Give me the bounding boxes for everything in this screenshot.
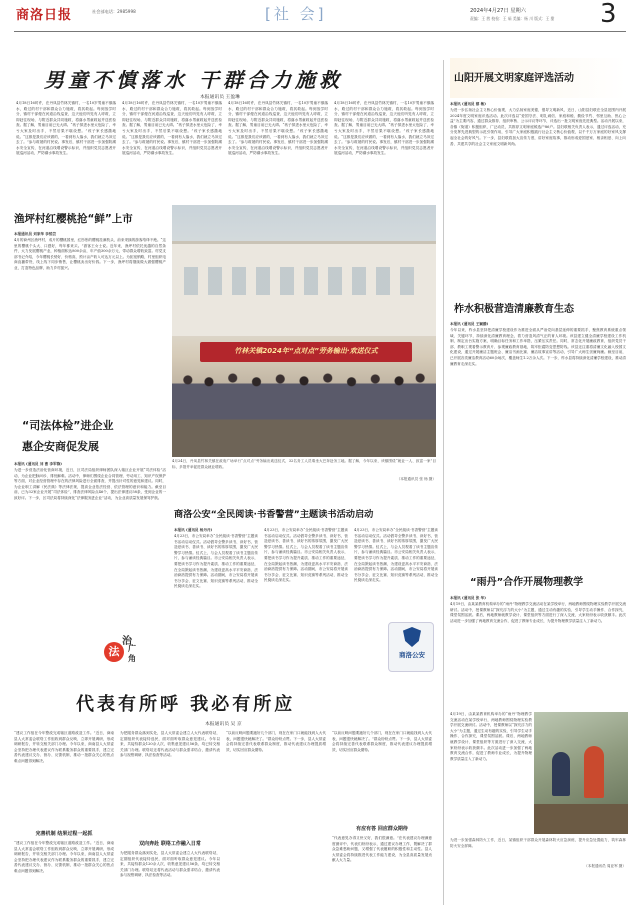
- issue-date: 2024年4月27日 星期六: [470, 8, 526, 14]
- bottom-body: “建议工作组在今年整改完成辖区道路改造工作。”近日，商南县人大常委会联络工作组收到群众反映，立即开展调研，形成调研报告，并转交相关部门办理。今年以来，商南县人大常委会坚持把办理代表建议作为联系服务群众的重要抓手，建立完善代表建议交办、督办、反馈机制，推动一批群众关心的热点难点问题得到解决。: [14, 731, 114, 763]
- section-bracket-left: [: [265, 5, 274, 23]
- labor-export-photo: [172, 205, 436, 457]
- lead-col: 4月18日16时许，在丹凤县竹林关镇村，一名10岁男童不慎落水，路过的村干部和群众合力施救，将其救起。每到放学时分，镇村干部便在河道沿线巡查，这天他们听见有人呼救，立即赶往现场，与附近群众共同施救，将落水男童救起并送医检查。据了解，男童目前已无大碍。“孩子掉进水里太危险了，幸亏大家及时出手，不然后果不堪设想。”孩子家长感激地说。“这都是我们应该做的，一看到有人落水，我们就立马冲过去了。”参与救援的村民说。事发后，镇村干部进一步加强防溺水安全宣传，在河道沿线增设警示标识，并组织党员志愿者开展巡河活动，严防溺水事故发生。: [228, 101, 328, 156]
- drill-photo-figure: [584, 746, 604, 798]
- drill-photo-figure: [552, 752, 570, 796]
- bottom-col: [120, 731, 220, 903]
- yudan-byline: 本报讯 (通讯员 张 华): [450, 596, 486, 600]
- shanyang-body: 为进一步弘扬社会主义核心价值观，大力弘扬家庭美德，倡导文明新风，近日，山阳县妇联在全县范围内开展2024年度文明家庭评选活动。此次评选以“爱国守法、明礼诚信、家庭和睦、勤俭节约、邻里互助、热心公益”为主要内容，通过群众推荐、组织审核、公示评议等环节，评选出一批文明家庭先进典型。活动开展以来，各镇（街道）积极组织、广泛动员，共推荐文明家庭候选户86户。县妇联相关负责人表示，通过评选活动，充分发挥先进典型的示范引领作用，引导广大家庭积极践行社会主义核心价值观，以千千万万家庭的好家风支撑起全社会的好风气。下一步，县妇联将加大宣传力度，讲好家庭故事，推动形成爱国爱家、相亲相爱、向上向善、共建共享的社会主义家庭文明新风尚。: [450, 108, 626, 146]
- fazhi-badge-char-guang: 广角: [128, 644, 136, 663]
- bottom-body: “建议工作组在今年整改完成辖区道路改造工作。”近日，商南县人大常委会联络工作组收到群众反映，立即开展调研，形成调研报告，并转交相关部门办理。今年以来，商南县人大常委会坚持把办理代表建议作为联系服务群众的重要抓手，建立完善代表建议交办、督办、反馈机制，推动一批群众关心的热点难点问题得到解决。: [14, 841, 114, 873]
- photo-banner: 竹林关镇2024年“点对点”劳务输出·欢送仪式: [234, 347, 378, 355]
- zhashui-byline: 本报讯 (通讯员 王颖静): [450, 322, 489, 326]
- judicial-headline-a: “司法体检”进企业: [22, 419, 114, 432]
- yuping-body: 4月的商州区渔坪村，成片的樱桃园里，红彤彤的樱桃挂满枝头，前来采摘的游客络绎不绝。“这里的樱桃个头大、口感好，每年都来买。”游客王女士说。近年来，渔坪村依托优越的自然条件，大力发展樱桃产业，种植面积达800余亩，年产值300余万元，带动群众增收致富。村党支部书记介绍，今年樱桃长势好、价格高，预计亩产收入可达万元以上。为拓宽销路，村里组织电商直播带货，线上线下同步销售，让樱桃卖出好价钱。下一步，渔坪村将继续做大做强樱桃产业，打造特色品牌，助力乡村振兴。: [14, 238, 166, 270]
- column-divider: [443, 60, 444, 905]
- editors-line: 责编：王 茜 校检：王 茹 美编：杨 川 版式：王 甜: [470, 16, 555, 21]
- police-body: 4月23日，市公安局举办“全民阅读·书香警营”主题读书活动启动仪式。活动倡导全警多读书、读好书，营造爱读书、善读书、读好书的浓厚氛围，激发广大民警学习热情。仪式上，与会人员观看了读书主题宣传片，参与诵读经典篇目。市公安局相关负责人表示，要把读书学习作为提升素质、推动工作的重要途径，在全局掀起读书热潮，为建设更高水平平安商洛、法治商洛提供有力保障。活动期间，市公安局将开展读书分享会、征文比赛、知识竞赛等系列活动，推动全民阅读走深走实。: [174, 534, 258, 589]
- page-number: 3: [600, 0, 617, 29]
- yuping-headline: 渔坪村红樱桃抢“鲜”上市: [14, 213, 133, 225]
- fazhi-badge: [104, 630, 152, 674]
- police-shield-icon: [403, 627, 421, 647]
- bottom-sub3: 有应有答 回应群众期待: [356, 826, 408, 832]
- fazhi-badge-char-fa: 法: [104, 642, 124, 662]
- judicial-body: 为进一步营造法治化营商环境，近日，区司法局组织律师团队深入辖区企业开展“司法体检”活动，为企业把脉问诊、排忧解难。活动中，律师们围绕企业合同管理、劳动用工、知识产权保护等方面，对企业经营管理中存在的法律风险进行全面排查，并提出针对性的意见和建议。同时，为企业职工讲解《民法典》等法律法规，提高企业依法经营、依法管理的意识和能力。截至目前，已为32家企业开展“司法体检”，排查法律风险点46个，提出法律建议58条，受到企业的一致好评。下一步，区司法局将持续深化“法律服务进企业”活动，为企业高质量发展保驾护航。: [14, 468, 166, 500]
- police-badge-label: 商洛公安: [399, 651, 425, 659]
- yudan-headline: “雨丹”合作开展物理教学: [470, 577, 584, 588]
- bottom-story: [14, 731, 436, 903]
- drill-caption-box: [450, 838, 626, 904]
- yuping-byline: 本报通讯员 刘家华 李悄芸: [14, 232, 57, 236]
- lead-body: [16, 101, 438, 156]
- drill-credit: （本报通讯员 周亚军 摄）: [584, 864, 626, 868]
- drill-photo: [534, 712, 628, 834]
- bottom-col: [332, 731, 432, 903]
- police-col: [174, 528, 258, 678]
- shanyang-story: [450, 102, 626, 294]
- bottom-headline: 代表有所呼 我必有所应: [76, 694, 296, 715]
- judicial-byline: 本报讯 (通讯员 刘 曹 李军锋): [14, 462, 62, 466]
- photo-caption: 4月24日，丹凤县竹林关镇在政府广场举行“点对点”劳务输出欢送仪式，32名务工人员乘坐大巴奔赴务工地。据了解，今年以来，该镇围绕“就业一人、致富一家”目标，多措并举促进群众就业增收。: [172, 459, 436, 469]
- zhashui-headline: 柞水积极营造清廉教育生态: [454, 304, 574, 315]
- lead-col: 4月18日16时许，在丹凤县竹林关镇村，一名10岁男童不慎落水，路过的村干部和群众合力施救，将其救起。每到放学时分，镇村干部便在河道沿线巡查，这天他们听见有人呼救，立即赶往现场，与附近群众共同施救，将落水男童救起并送医检查。据了解，男童目前已无大碍。“孩子掉进水里太危险了，幸亏大家及时出手，不然后果不堪设想。”孩子家长感激地说。“这都是我们应该做的，一看到有人落水，我们就立马冲过去了。”参与救援的村民说。事发后，镇村干部进一步加强防溺水安全宣传，在河道沿线增设警示标识，并组织党员志愿者开展巡河活动，严防溺水事故发生。: [334, 101, 434, 156]
- lead-col: 4月18日16时许，在丹凤县竹林关镇村，一名10岁男童不慎落水，路过的村干部和群众合力施救，将其救起。每到放学时分，镇村干部便在河道沿线巡查，这天他们听见有人呼救，立即赶往现场，与附近群众共同施救，将落水男童救起并送医检查。据了解，男童目前已无大碍。“孩子掉进水里太危险了，幸亏大家及时出手，不然后果不堪设想。”孩子家长感激地说。“这都是我们应该做的，一看到有人落水，我们就立马冲过去了。”参与救援的村民说。事发后，镇村干部进一步加强防溺水安全宣传，在河道沿线增设警示标识，并组织党员志愿者开展巡河活动，严防溺水事故发生。: [16, 101, 116, 156]
- bottom-body: 为把服务群众落到实处，县人大常委会建立人大代表联络站，定期组织代表接待选民，面对面听取群众意见建议。今年以来，共接待群众120余人次，收集意见建议56条，均已转交相关部门办理。联络站还将代表活动与群众需求结合，邀请代表参与视察调研、执法检查等活动。: [120, 851, 220, 878]
- drill-caption: 为进一步加强森林防火工作，近日，某镇组织干部群众开展森林防火应急演练，提升应急处置能力，筑牢森林防火安全屏障。: [450, 838, 626, 848]
- masthead-rule: [14, 31, 626, 32]
- yudan-body: 4月19日，由某某教育机构举办的“雨丹”物理教学交流活动在某学校举行，两地教师围绕物理实验教学开展交流研讨。活动中，授课教师以“探究浮力的大小”为主题，通过生动有趣的实验，引导学生动手操作、合作探究，课堂氛围活跃。课后，两地教师就教学设计、课堂组织等方面进行了深入交流，大家纷纷表示收获颇丰。此次活动进一步加强了两地教育交流合作，促进了教师专业成长，为提升物理教学质量注入了新动力。: [450, 602, 626, 623]
- bottom-body: “以前反映问题要跑好几个部门，现在在家门口就能找到人大代表，问题很快就解决了。”群众纷纷点赞。下一步，县人大常委会将持续完善代表联系群众制度，推动代表建议办理提质增效，切实回应群众期待。: [332, 731, 432, 752]
- masthead: [0, 0, 638, 42]
- yudan-story: [450, 596, 626, 706]
- section-bracket-right: ]: [317, 5, 327, 23]
- right-bottom-body: 4月19日，由某某教育机构举办的“雨丹”物理教学交流活动在某学校举行，两地教师围绕物理实验教学开展交流研讨。活动中，授课教师以“探究浮力的大小”为主题，通过生动有趣的实验，引导学生动手操作、合作探究，课堂氛围活跃。课后，两地教师就教学设计、课堂组织等方面进行了深入交流，大家纷纷表示收获颇丰。此次活动进一步加强了两地教育交流合作，促进了教师专业成长，为提升物理教学质量注入了新动力。: [450, 712, 532, 761]
- shanyang-headline: 山阳开展文明家庭评选活动: [454, 73, 574, 84]
- lead-headline: 男童不慎落水 干群合力施救: [44, 68, 343, 92]
- police-body: 4月23日，市公安局举办“全民阅读·书香警营”主题读书活动启动仪式。活动倡导全警多读书、读好书，营造爱读书、善读书、读好书的浓厚氛围，激发广大民警学习热情。仪式上，与会人员观看了读书主题宣传片，参与诵读经典篇目。市公安局相关负责人表示，要把读书学习作为提升素质、推动工作的重要途径，在全局掀起读书热潮，为建设更高水平平安商洛、法治商洛提供有力保障。活动期间，市公安局将开展读书分享会、征文比赛、知识竞赛等系列活动，推动全民阅读走深走实。: [354, 528, 438, 583]
- bottom-sub2: 双向奔赴 联络工作融入日常: [139, 841, 201, 847]
- shanyang-byline: 本报讯 (通讯员 蔡 敏): [450, 102, 486, 106]
- photo-caption-box: [172, 459, 436, 489]
- zhashui-story: [450, 322, 626, 538]
- police-badge: [388, 622, 434, 672]
- drill-photo-ground: [534, 804, 628, 834]
- photo-building-windows: [184, 267, 424, 295]
- fazhi-badge-char-zhi: 治: [122, 636, 132, 647]
- police-reading-headline: 商洛公安“全民阅读·书香警营”主题读书活动启动: [174, 509, 374, 520]
- section-name: [265, 3, 327, 24]
- photo-credit: （本报通讯员 张 杨 摄）: [396, 477, 436, 481]
- zhashui-body: 今年以来，柞水县坚持把清廉学校建设作为推进全面从严治党向基层延伸的重要抓手，聚焦教育系统重点领域、关键环节，持续深化清廉教育理念，着力营造风清气正的育人环境。该县建立健全清廉学校建设工作机制，制定出台实施方案，明确目标任务和工作举措，压紧压实责任。同时，常态化开展廉政教育，组织党员干部、教职工观看警示教育片、参观廉政教育基地，筑牢拒腐防变思想防线。该县还注重将清廉文化融入校园文化建设，通过开展廉洁主题班会、廉洁书画比赛、廉洁故事宣讲等活动，引导广大师生崇廉尚廉。截至目前，已开展各类廉洁教育活动60余场次，覆盖师生1.2万余人次。下一步，柞水县将持续深化清廉学校建设，推动清廉教育走深走实。: [450, 328, 626, 366]
- photo-crowd: [172, 363, 436, 457]
- right-bottom-text: [450, 712, 532, 832]
- police-body: 4月23日，市公安局举办“全民阅读·书香警营”主题读书活动启动仪式。活动倡导全警多读书、读好书，营造爱读书、善读书、读好书的浓厚氛围，激发广大民警学习热情。仪式上，与会人员观看了读书主题宣传片，参与诵读经典篇目。市公安局相关负责人表示，要把读书学习作为提升素质、推动工作的重要途径，在全局掀起读书热潮，为建设更高水平平安商洛、法治商洛提供有力保障。活动期间，市公安局将开展读书分享会、征文比赛、知识竞赛等系列活动，推动全民阅读走深走实。: [264, 528, 348, 583]
- bottom-col: [14, 731, 114, 903]
- section-label: 社 会: [273, 5, 318, 23]
- police-byline: 本报讯 (通讯员 杨丹丹): [174, 528, 213, 532]
- newspaper-logo: 商洛日报: [16, 8, 73, 23]
- judicial-headline-b: 惠企安商促发展: [22, 440, 99, 453]
- masthead-sub: 社会部电话：2985998: [92, 9, 136, 14]
- bottom-body: 为把服务群众落到实处，县人大常委会建立人大代表联络站，定期组织代表接待选民，面对面听取群众意见建议。今年以来，共接待群众120余人次，收集意见建议56条，均已转交相关部门办理。联络站还将代表活动与群众需求结合，邀请代表参与视察调研、执法检查等活动。: [120, 731, 220, 758]
- lead-col: 4月18日16时许，在丹凤县竹林关镇村，一名10岁男童不慎落水，路过的村干部和群众合力施救，将其救起。每到放学时分，镇村干部便在河道沿线巡查，这天他们听见有人呼救，立即赶往现场，与附近群众共同施救，将落水男童救起并送医检查。据了解，男童目前已无大碍。“孩子掉进水里太危险了，幸亏大家及时出手，不然后果不堪设想。”孩子家长感激地说。“这都是我们应该做的，一看到有人落水，我们就立马冲过去了。”参与救援的村民说。事发后，镇村干部进一步加强防溺水安全宣传，在河道沿线增设警示标识，并组织党员志愿者开展巡河活动，严防溺水事故发生。: [122, 101, 222, 156]
- lead-byline: 本报通讯员 王盈琳: [200, 95, 240, 100]
- yuping-story: [14, 232, 166, 378]
- bottom-sub1: 完善机制 结果过程一起抓: [35, 831, 93, 837]
- bottom-body: “代表意见办得又快又好，我们很满意。”在代表建议办理满意度测评中，代表们纷纷表示，通过建议办理工作，既解决了群众急难愁盼问题，又增强了代表履职的积极性和主动性。县人大常委会将持续推进代表工作能力建设，为全县高质量发展贡献人大力量。: [332, 836, 432, 863]
- bottom-body: “以前反映问题要跑好几个部门，现在在家门口就能找到人大代表，问题很快就解决了。”群众纷纷点赞。下一步，县人大常委会将持续完善代表联系群众制度，推动代表建议办理提质增效，切实回应群众期待。: [226, 731, 326, 752]
- bottom-byline: 本报通讯员 吴 京: [205, 722, 242, 727]
